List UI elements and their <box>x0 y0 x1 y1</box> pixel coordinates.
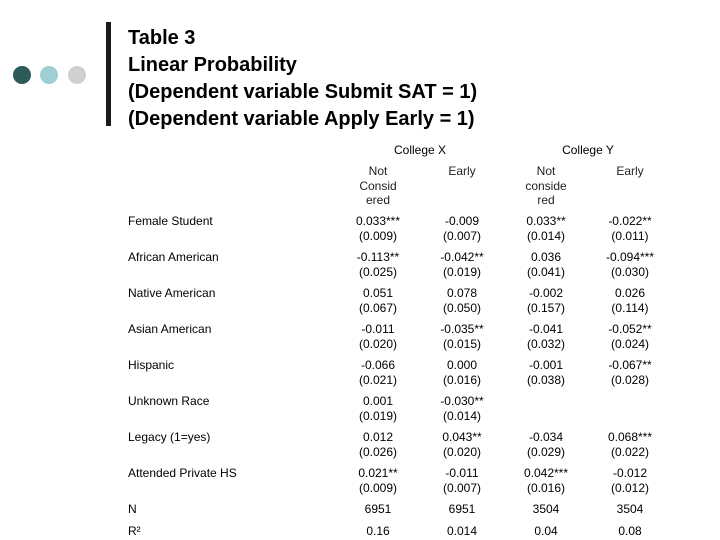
subheader-line: conside <box>525 178 567 193</box>
title-accent-bar <box>106 22 111 126</box>
row-label: Legacy (1=yes) <box>128 430 211 444</box>
table-cell <box>504 430 588 460</box>
standard-error: (0.011) <box>611 229 649 243</box>
standard-error: (0.020) <box>358 337 398 351</box>
group-header-college-x: College X <box>393 143 447 157</box>
row-label: Asian American <box>128 322 212 336</box>
table-cell <box>588 286 672 316</box>
standard-error: (0.157) <box>526 301 566 315</box>
table-cell <box>504 286 588 316</box>
coefficient: 6951 <box>364 502 392 516</box>
coefficient: 0.012 <box>362 430 394 444</box>
teal-dot-icon <box>40 66 58 84</box>
standard-error: (0.014) <box>526 229 566 243</box>
table-cell <box>336 358 420 388</box>
group-header-college-y: College Y <box>562 143 614 157</box>
standard-error: (0.019) <box>358 409 398 423</box>
standard-error: (0.032) <box>526 337 566 351</box>
standard-error: (0.007) <box>442 481 482 495</box>
table-cell <box>336 502 420 517</box>
table-cell <box>588 524 672 539</box>
row-label: African American <box>128 250 219 264</box>
subheader-x-not-considered <box>336 164 420 208</box>
standard-error: (0.028) <box>610 373 650 387</box>
row-label: Native American <box>128 286 216 300</box>
standard-error: (0.067) <box>358 301 398 315</box>
coefficient: 0.042*** <box>523 466 569 480</box>
coefficient: 0.021** <box>358 466 398 480</box>
table-cell <box>504 250 588 280</box>
coefficient: 0.001 <box>362 394 394 408</box>
title-line-4: (Dependent variable Apply Early = 1) <box>128 108 475 130</box>
table-cell <box>420 502 504 517</box>
standard-error: (0.009) <box>358 229 398 243</box>
table-cell <box>588 466 672 496</box>
table-cell <box>588 250 672 280</box>
standard-error: (0.012) <box>610 481 650 495</box>
standard-error: (0.016) <box>442 373 482 387</box>
coefficient: -0.001 <box>528 358 564 372</box>
table-cell <box>420 524 504 539</box>
gray-dot-icon <box>68 66 86 84</box>
coefficient: -0.034 <box>528 430 564 444</box>
subheader-y-not-considered <box>504 164 588 208</box>
row-label: Attended Private HS <box>128 466 237 480</box>
table-cell <box>420 322 504 352</box>
coefficient: 0.078 <box>446 286 478 300</box>
subheader-y-early <box>588 164 672 179</box>
standard-error: (0.050) <box>442 301 482 315</box>
standard-error: (0.029) <box>526 445 566 459</box>
coefficient: -0.022** <box>608 214 652 228</box>
coefficient: -0.067** <box>608 358 652 372</box>
table-cell <box>588 214 672 244</box>
table-cell <box>588 322 672 352</box>
coefficient: -0.094*** <box>605 250 655 264</box>
standard-error: (0.015) <box>442 337 482 351</box>
coefficient: 3504 <box>532 502 560 516</box>
table-cell <box>504 502 588 517</box>
subheader-x-early <box>420 164 504 179</box>
table-cell <box>336 322 420 352</box>
standard-error: (0.016) <box>526 481 566 495</box>
coefficient: 0.051 <box>362 286 394 300</box>
row-label: Female Student <box>128 214 213 228</box>
standard-error: (0.020) <box>442 445 482 459</box>
table-cell <box>420 250 504 280</box>
table-cell <box>420 466 504 496</box>
table-cell <box>504 214 588 244</box>
table-cell <box>336 430 420 460</box>
standard-error: (0.014) <box>442 409 482 423</box>
standard-error: (0.038) <box>526 373 566 387</box>
standard-error: (0.022) <box>610 445 650 459</box>
coefficient: -0.066 <box>360 358 396 372</box>
standard-error: (0.030) <box>610 265 650 279</box>
standard-error: (0.025) <box>358 265 398 279</box>
table-cell <box>588 358 672 388</box>
table-cell <box>504 322 588 352</box>
table-cell <box>420 214 504 244</box>
coefficient: -0.035** <box>440 322 484 336</box>
row-label: Hispanic <box>128 358 175 372</box>
table-cell <box>420 394 504 424</box>
title-line-2: Linear Probability <box>128 54 297 76</box>
table-cell <box>336 214 420 244</box>
subheader-line: Consid <box>359 178 397 193</box>
subheader-line: Early <box>616 164 644 178</box>
table-cell <box>336 250 420 280</box>
coefficient: 0.026 <box>614 286 646 300</box>
coefficient: 0.16 <box>366 524 390 538</box>
table-cell <box>420 358 504 388</box>
table-cell <box>336 524 420 539</box>
row-label: R² <box>128 524 141 538</box>
coefficient: 0.000 <box>446 358 478 372</box>
table-cell <box>420 430 504 460</box>
coefficient: 6951 <box>448 502 476 516</box>
table-cell <box>336 394 420 424</box>
coefficient: 0.068*** <box>607 430 653 444</box>
coefficient: -0.009 <box>444 214 480 228</box>
table-cell <box>336 286 420 316</box>
coefficient: -0.113** <box>356 250 400 264</box>
standard-error: (0.019) <box>442 265 482 279</box>
subheader-line: ered <box>365 193 391 207</box>
subheader-line: Not <box>536 164 556 178</box>
standard-error: (0.114) <box>611 301 649 315</box>
coefficient: 0.014 <box>446 524 478 538</box>
coefficient: 0.036 <box>530 250 562 264</box>
table-cell <box>504 524 588 539</box>
coefficient: 0.033*** <box>355 214 401 228</box>
row-label: N <box>128 502 137 516</box>
coefficient: -0.012 <box>612 466 648 480</box>
table-cell <box>420 286 504 316</box>
table-cell <box>504 358 588 388</box>
coefficient: -0.011 <box>445 466 479 480</box>
table-cell <box>336 466 420 496</box>
standard-error: (0.021) <box>358 373 398 387</box>
row-label: Unknown Race <box>128 394 210 408</box>
dark-dot-icon <box>13 66 31 84</box>
coefficient: -0.011 <box>361 322 395 336</box>
standard-error: (0.041) <box>526 265 566 279</box>
coefficient: 0.033** <box>526 214 566 228</box>
coefficient: 0.08 <box>618 524 642 538</box>
title-line-1: Table 3 <box>128 27 196 49</box>
coefficient: 0.04 <box>534 524 558 538</box>
subheader-line: Early <box>448 164 476 178</box>
coefficient: -0.002 <box>528 286 564 300</box>
standard-error: (0.024) <box>610 337 650 351</box>
coefficient: -0.030** <box>440 394 484 408</box>
standard-error: (0.007) <box>442 229 482 243</box>
standard-error: (0.026) <box>358 445 398 459</box>
table-cell <box>588 430 672 460</box>
coefficient: -0.041 <box>528 322 564 336</box>
coefficient: -0.042** <box>440 250 484 264</box>
subheader-line: red <box>537 193 555 207</box>
coefficient: 0.043** <box>442 430 482 444</box>
table-cell <box>504 466 588 496</box>
coefficient: -0.052** <box>608 322 652 336</box>
slide-title <box>128 25 477 133</box>
table-cell <box>588 502 672 517</box>
coefficient: 3504 <box>616 502 644 516</box>
standard-error: (0.009) <box>358 481 398 495</box>
subheader-line: Not <box>368 164 388 178</box>
title-line-3: (Dependent variable Submit SAT = 1) <box>128 81 478 103</box>
